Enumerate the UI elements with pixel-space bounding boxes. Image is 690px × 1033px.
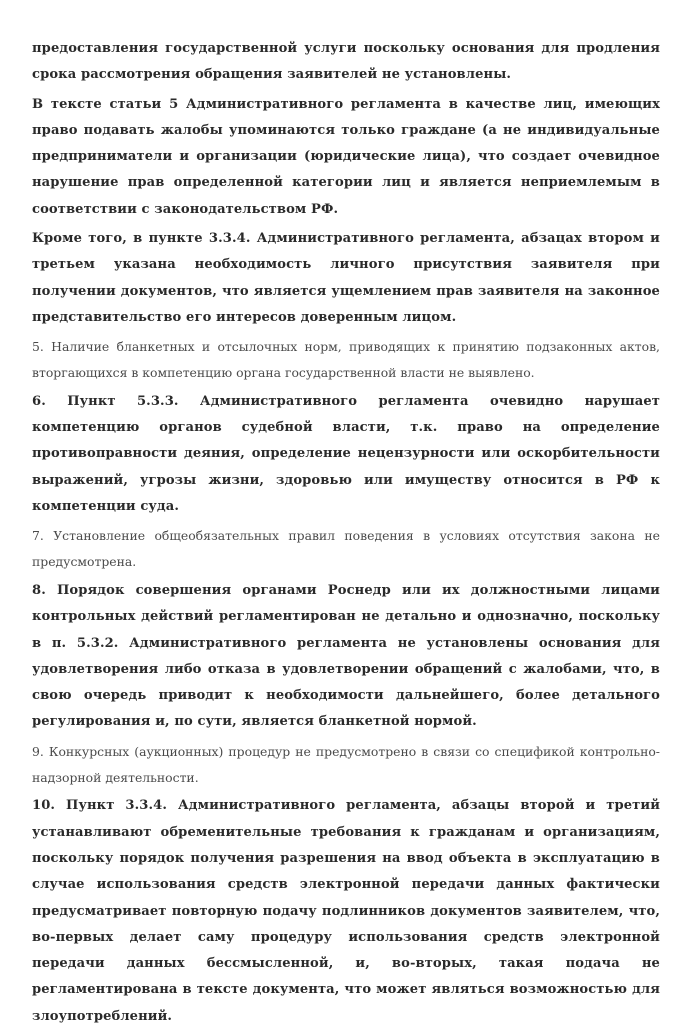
paragraph-item-5: 5. Наличие бланкетных и отсылочных норм, приводящих к принятию подзаконных актов, вторгающихся в компетенцию органа государственной власти не выявлено. (32, 339, 660, 381)
paragraph-item-10: 10. Пункт 3.3.4. Административного регламента, абзацы второй и третий устанавливают обременительные требования к гражданам и организациям, поскольку порядок получения разрешения на ввод объекта в эксплуатацию в случае использования средств электронной передачи данных фактически предусматривает повторную подачу подлинников документов заявителем, что, во-первых делает саму процедуру использования средств электронной передачи данных бессмысленной, и, во-вторых, такая подача не регламентирована в тексте документа, что может являться возможностью для злоупотреблений. (32, 798, 660, 1024)
document-page (32, 36, 660, 1033)
paragraph-continuation: предоставления государственной услуги поскольку основания для продления срока рассмотрения обращения заявителей не установлены. (32, 41, 660, 83)
paragraph-clause-3-3-4: Кроме того, в пункте 3.3.4. Административного регламента, абзацах втором и третьем указана необходимость личного присутствия заявителя при получении документов, что является ущемлением прав заявителя на законное представительство его интересов доверенным лицом. (32, 231, 660, 325)
paragraph-item-9: 9. Конкурсных (аукционных) процедур не предусмотрено в связи со спецификой контрольно-надзорной деятельности. (32, 743, 660, 785)
paragraph-article-5: В тексте статьи 5 Административного регламента в качестве лиц, имеющих право подавать жалобы упоминаются только граждане (а не индивидуальные предприниматели и организации (юридические лица), что создает очевидное нарушение прав определенной категории лиц и является неприемлемым в соответствии с законодательством РФ. (32, 96, 660, 217)
paragraph-item-6: 6. Пункт 5.3.3. Административного регламента очевидно нарушает компетенцию органов судебной власти, т.к. право на определение противоправности деяния, определение нецензурности или оскорбительности выражений, угрозы жизни, здоровью или имуществу относится в РФ к компетенции суда. (32, 393, 660, 515)
paragraph-item-8: 8. Порядок совершения органами Роснедр или их должностными лицами контрольных действий регламентирован не детально и однозначно, поскольку в п. 5.3.2. Административного регламента не установлены основания для удовлетворения либо отказа в удовлетворении обращений с жалобами, что, в свою очередь приводит к необходимости дальнейшего, более детального регулирования и, по сути, является бланкетной нормой. (32, 582, 660, 730)
paragraph-item-7: 7. Установление общеобязательных правил поведения в условиях отсутствия закона не предусмотрена. (32, 528, 660, 570)
